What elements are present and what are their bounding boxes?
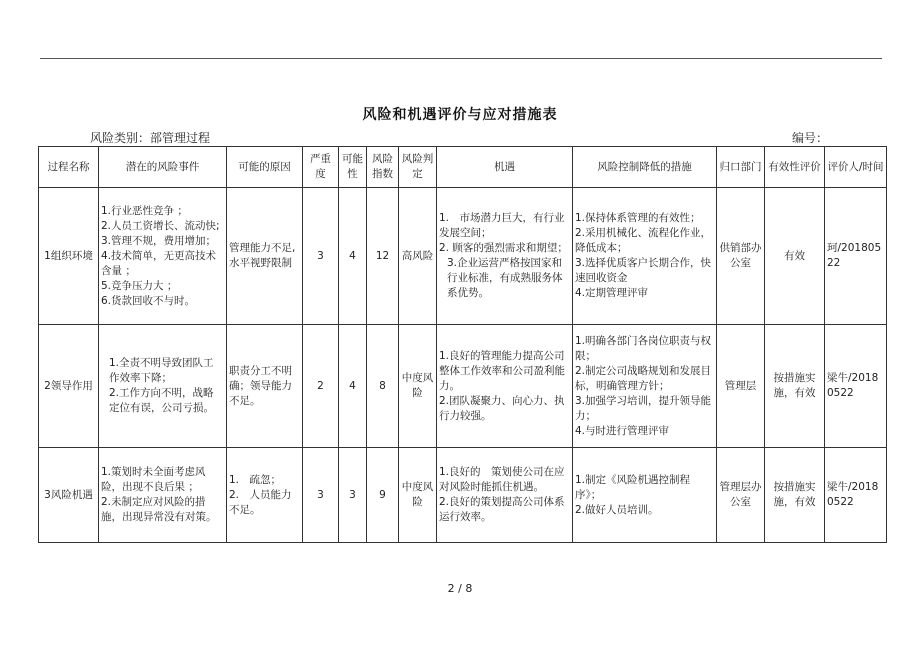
opportunity-item: 2. 顾客的强烈需求和期望； xyxy=(439,242,568,254)
effectiveness-cell: 按措施实施，有效 xyxy=(765,448,825,543)
process-name: 3风险机遇 xyxy=(39,448,99,543)
page-title: 风险和机遇评价与应对措施表 xyxy=(362,107,558,123)
likelihood-cell: 3 xyxy=(339,448,367,543)
severity-cell: 3 xyxy=(303,188,339,325)
col-header-risk-index: 风险指数 xyxy=(367,147,399,188)
measure-item: 4.定期管理评审 xyxy=(575,287,649,299)
measures-cell xyxy=(573,448,717,543)
likelihood-cell: 4 xyxy=(339,188,367,325)
table-row xyxy=(39,448,887,543)
risk-event-item: 2.未制定应对风险的措施，出现异常没有对策。 xyxy=(101,496,217,523)
risk-event-item: 5.竞争压力大 ； xyxy=(101,279,178,292)
risk-category-label: 风险类别：部管理过程 xyxy=(90,131,211,145)
header-rule xyxy=(40,58,882,59)
risk-index-cell: 8 xyxy=(367,325,399,448)
risk-events-cell xyxy=(99,325,227,448)
risk-level-cell: 中度风险 xyxy=(399,325,437,448)
col-header-cause: 可能的原因 xyxy=(227,147,303,188)
table-header-row xyxy=(39,147,887,188)
col-header-department: 归口部门 xyxy=(717,147,765,188)
col-header-opportunity: 机遇 xyxy=(437,147,573,188)
measure-item: 4.与时进行管理评审 xyxy=(575,424,670,437)
risk-event-item: 6.货款回收不与时。 xyxy=(101,294,196,307)
opportunity-item: 3.企业运营严格按国家和行业标准，有成熟服务体系优势。 xyxy=(447,257,563,299)
table-row xyxy=(39,325,887,448)
process-name: 2领导作用 xyxy=(39,325,99,448)
opportunities-cell xyxy=(437,448,573,543)
opportunities-cell xyxy=(437,188,573,325)
severity-cell: 2 xyxy=(303,325,339,448)
risk-event-item: 1.策划时未全面考虑风险，出现不良后果 ； xyxy=(101,466,206,493)
col-header-measures: 风险控制降低的措施 xyxy=(573,147,717,188)
measure-item: 1.明确各部门各岗位职责与权限； xyxy=(575,334,712,362)
risk-event-item: 1.行业恶性竞争 ； xyxy=(101,204,188,217)
opportunity-item: 2.团队凝聚力、向心力、执行力较强。 xyxy=(439,394,565,422)
department-cell: 供销部办公室 xyxy=(717,188,765,325)
measure-item: 3.选择优质客户长期合作，快速回收资金 xyxy=(575,257,712,284)
measure-item: 1.制定《风险机遇控制程序》； xyxy=(575,473,691,501)
col-header-risk-level: 风险判定 xyxy=(399,147,437,188)
evaluator-cell: 珂/20180522 xyxy=(825,188,887,325)
measure-item: 2.制定公司战略规划和发展目标，明确管理方针； xyxy=(575,364,712,392)
effectiveness-cell: 有效 xyxy=(765,188,825,325)
risk-event-item: 2.工作方向不明，战略定位有误，公司亏损。 xyxy=(109,387,214,414)
risk-index-cell: 9 xyxy=(367,448,399,543)
risk-event-item: 2.人员工资增长、流动快; xyxy=(101,219,220,232)
effectiveness-cell: 按措施实施，有效 xyxy=(765,325,825,448)
col-header-process: 过程名称 xyxy=(39,147,99,188)
cause-item: 1. 疏忽； xyxy=(229,473,282,486)
risk-opportunity-table xyxy=(38,146,887,543)
opportunity-item: 1.良好的 策划使公司在应对风险时能抓住机遇。 xyxy=(439,466,565,493)
department-cell: 管理层 xyxy=(717,325,765,448)
cause-item: 2. 人员能力不足。 xyxy=(229,488,292,516)
opportunity-item: 1. 市场潜力巨大，有行业发展空间； xyxy=(439,212,565,239)
cause-cell: 职责分工不明确；领导能力不足。 xyxy=(227,325,303,448)
measure-item: 3.加强学习培训，提升领导能力； xyxy=(575,394,712,422)
opportunity-item: 1.良好的管理能力提高公司整体工作效率和公司盈利能力。 xyxy=(439,349,565,392)
risk-level-cell: 中度风险 xyxy=(399,448,437,543)
col-header-severity: 严重度 xyxy=(303,147,339,188)
measures-cell xyxy=(573,325,717,448)
risk-level-cell: 高风险 xyxy=(399,188,437,325)
document-number-label: 编号： xyxy=(792,131,829,145)
risk-event-item: 1.全责不明导致团队工作效率下降； xyxy=(109,357,214,384)
measures-cell xyxy=(573,188,717,325)
risk-event-item: 4.技术简单，无更高技术含量 ； xyxy=(101,249,217,277)
measure-item: 2.做好人员培训。 xyxy=(575,503,659,516)
risk-event-item: 3.管理不规，费用增加； xyxy=(101,234,217,247)
col-header-effectiveness: 有效性评价 xyxy=(765,147,825,188)
measure-item: 1.保持体系管理的有效性； xyxy=(575,212,701,224)
col-header-likelihood: 可能性 xyxy=(339,147,367,188)
page-number: 2 / 8 xyxy=(447,582,473,595)
likelihood-cell: 4 xyxy=(339,325,367,448)
evaluator-cell: 梁牛/20180522 xyxy=(825,448,887,543)
department-cell: 管理层办公室 xyxy=(717,448,765,543)
cause-cell xyxy=(227,448,303,543)
evaluator-cell: 梁牛/20180522 xyxy=(825,325,887,448)
opportunity-item: 2.良好的策划提高公司体系运行效率。 xyxy=(439,496,565,523)
severity-cell: 3 xyxy=(303,448,339,543)
risk-events-cell xyxy=(99,448,227,543)
risk-events-cell xyxy=(99,188,227,325)
measure-item: 2.采用机械化、流程化作业，降低成本； xyxy=(575,227,712,254)
col-header-evaluator: 评价人/时间 xyxy=(825,147,887,188)
opportunities-cell xyxy=(437,325,573,448)
col-header-risk-event: 潜在的风险事件 xyxy=(99,147,227,188)
table-row xyxy=(39,188,887,325)
cause-cell: 管理能力不足,水平视野限制 xyxy=(227,188,303,325)
risk-index-cell: 12 xyxy=(367,188,399,325)
process-name: 1组织环境 xyxy=(39,188,99,325)
